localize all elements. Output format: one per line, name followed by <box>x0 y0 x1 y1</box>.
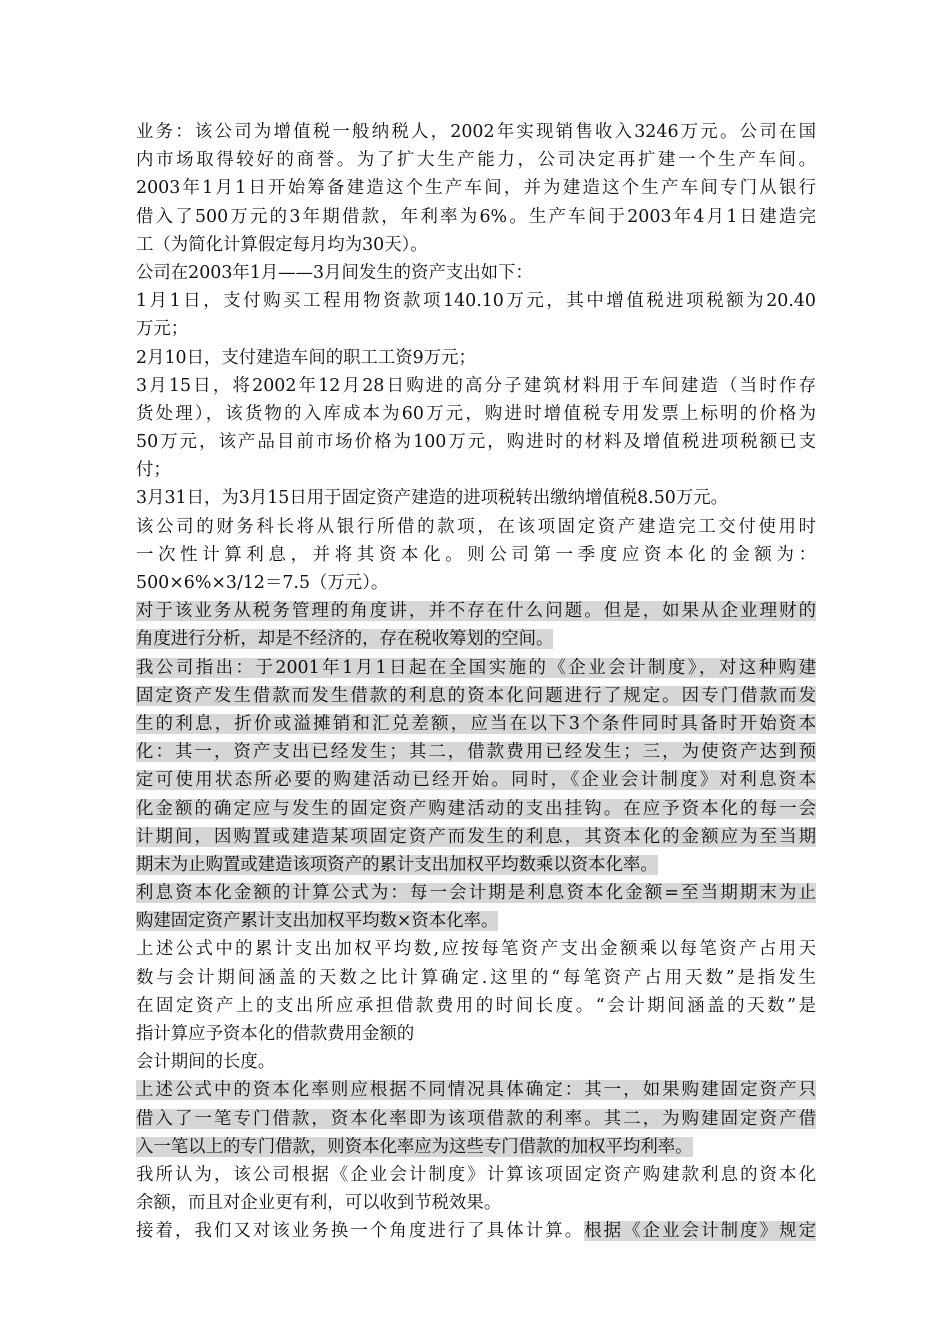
text-line <box>136 935 816 963</box>
text-segment: 该公司的财务科长将从银行所借的款项，在该项固定资产建造完工交付使用时 <box>136 516 816 537</box>
text-line <box>136 118 816 146</box>
text-line <box>136 174 816 202</box>
text-line <box>136 1048 816 1076</box>
text-line <box>136 1105 816 1133</box>
highlighted-text: 借入了一笔专门借款，资本化率即为该项借款的利率。其二，为购建固定资产借 <box>136 1108 816 1129</box>
text-line <box>136 287 816 315</box>
highlighted-text: 我公司指出：于2001年1月1日起在全国实施的《企业会计制度》，对这种购建 <box>136 657 816 678</box>
text-line <box>136 541 816 569</box>
highlighted-text: 购建固定资产累计支出加权平均数×资本化率。 <box>136 911 499 932</box>
text-segment: 1月1日，支付购买工程用物资款项140.10万元，其中增值税进项税额为20.40 <box>136 291 816 312</box>
text-segment: 会计期间的长度。 <box>136 1052 276 1073</box>
text-line <box>136 766 816 794</box>
text-line <box>136 795 816 823</box>
text-segment: 一次性计算利息，并将其资本化。则公司第一季度应资本化的金额为： <box>136 544 816 565</box>
text-line <box>136 372 816 400</box>
text-line <box>136 1217 816 1245</box>
text-segment: 上述公式中的累计支出加权平均数,应按每笔资产支出金额乘以每笔资产占用天 <box>136 939 816 960</box>
highlighted-text: 上述公式中的资本化率则应根据不同情况具体确定：其一，如果购建固定资产只 <box>136 1080 816 1101</box>
text-line <box>136 203 816 231</box>
text-line <box>136 682 816 710</box>
highlighted-text: 计期间，因购置或建造某项固定资产而发生的利息，其资本化的金额应为至当期 <box>136 826 816 847</box>
text-segment: 2003年1月1日开始筹备建造这个生产车间，并为建造这个生产车间专门从银行 <box>136 178 816 199</box>
text-line <box>136 231 816 259</box>
text-segment: 在固定资产上的支出所应承担借款费用的时间长度。“会计期间涵盖的天数”是 <box>136 995 816 1016</box>
highlighted-text: 期末为止购置或建造该项资产的累计支出加权平均数乘以资本化率。 <box>136 854 658 875</box>
text-segment: 借入了500万元的3年期借款，年利率为6%。生产车间于2003年4月1日建造完 <box>136 206 816 227</box>
highlighted-text: 角度进行分析，却是不经济的，存在税收筹划的空间。 <box>136 629 554 650</box>
text-line <box>136 654 816 682</box>
text-segment: 万元； <box>136 319 189 340</box>
text-segment: 3月31日，为3月15日用于固定资产建造的进项税转出缴纳增值税8.50万元。 <box>136 488 729 509</box>
highlighted-text: 对于该业务从税务管理的角度讲，并不存在什么问题。但是，如果从企业理财的 <box>136 601 816 622</box>
highlighted-text: 固定资产发生借款而发生借款的利息的资本化问题进行了规定。因专门借款而发 <box>136 685 816 706</box>
text-line <box>136 1133 816 1161</box>
text-line <box>136 484 816 512</box>
highlighted-text: 化金额的确定应与发生的固定资产购建活动的支出挂钩。在应予资本化的每一会 <box>136 798 816 819</box>
text-line <box>136 146 816 174</box>
highlighted-text: 利息资本化金额的计算公式为：每一会计期是利息资本化金额=至当期期末为止 <box>136 883 816 904</box>
text-line <box>136 428 816 456</box>
text-segment: 付； <box>136 460 171 481</box>
text-segment: 2月10日，支付建造车间的职工工资9万元； <box>136 347 476 368</box>
document-body <box>136 118 816 1246</box>
text-line <box>136 315 816 343</box>
text-segment: 50万元，该产品目前市场价格为100万元，购进时的材料及增值税进项税额已支 <box>136 432 816 453</box>
text-line <box>136 964 816 992</box>
text-segment: 我所认为，该公司根据《企业会计制度》计算该项固定资产购建款利息的资本化 <box>136 1164 816 1185</box>
text-segment: 内市场取得较好的商誉。为了扩大生产能力，公司决定再扩建一个生产车间。 <box>136 150 816 171</box>
text-segment: 500×6%×3/12＝7.5（万元）。 <box>136 573 389 593</box>
text-segment: 公司在2003年1月——3月间发生的资产支出如下： <box>136 262 533 283</box>
text-line <box>136 1161 816 1189</box>
highlighted-text: 定可使用状态所必要的购建活动已经开始。同时，《企业会计制度》对利息资本 <box>136 770 816 791</box>
text-line <box>136 823 816 851</box>
text-line <box>136 1189 816 1217</box>
text-line <box>136 456 816 484</box>
text-segment: 业务：该公司为增值税一般纳税人，2002年实现销售收入3246万元。公司在国 <box>136 122 816 142</box>
text-line <box>136 907 816 935</box>
text-line <box>136 513 816 541</box>
highlighted-text: 入一笔以上的专门借款，则资本化率应为这些专门借款的加权平均利率。 <box>136 1136 693 1157</box>
text-line <box>136 710 816 738</box>
text-line <box>136 1020 816 1048</box>
text-line <box>136 851 816 879</box>
text-line <box>136 738 816 766</box>
text-line <box>136 400 816 428</box>
text-line <box>136 879 816 907</box>
text-segment: 工（为简化计算假定每月均为30天）。 <box>136 234 428 255</box>
text-line <box>136 569 816 597</box>
text-line <box>136 344 816 372</box>
text-segment: 3月15日，将2002年12月28日购进的高分子建筑材料用于车间建造（当时作存 <box>136 375 816 396</box>
highlighted-text: 化：其一，资产支出已经发生；其二，借款费用已经发生；三，为使资产达到预 <box>136 742 816 763</box>
text-line <box>136 259 816 287</box>
text-line <box>136 992 816 1020</box>
text-segment: 数与会计期间涵盖的天数之比计算确定.这里的“每笔资产占用天数”是指发生 <box>136 967 816 988</box>
text-segment: 接着，我们又对该业务换一个角度进行了具体计算。 <box>136 1221 585 1242</box>
text-line <box>136 597 816 625</box>
text-segment: 货处理），该货物的入库成本为60万元，购进时增值税专用发票上标明的价格为 <box>136 403 816 424</box>
highlighted-text: 生的利息，折价或溢摊销和汇兑差额，应当在以下3个条件同时具备时开始资本 <box>136 713 816 734</box>
text-line <box>136 625 816 653</box>
text-segment: 余额，而且对企业更有利，可以收到节税效果。 <box>136 1193 502 1214</box>
text-line <box>136 1076 816 1104</box>
text-segment: 指计算应予资本化的借款费用金额的 <box>136 1024 415 1044</box>
highlighted-text: 根据《企业会计制度》规定 <box>584 1221 816 1242</box>
